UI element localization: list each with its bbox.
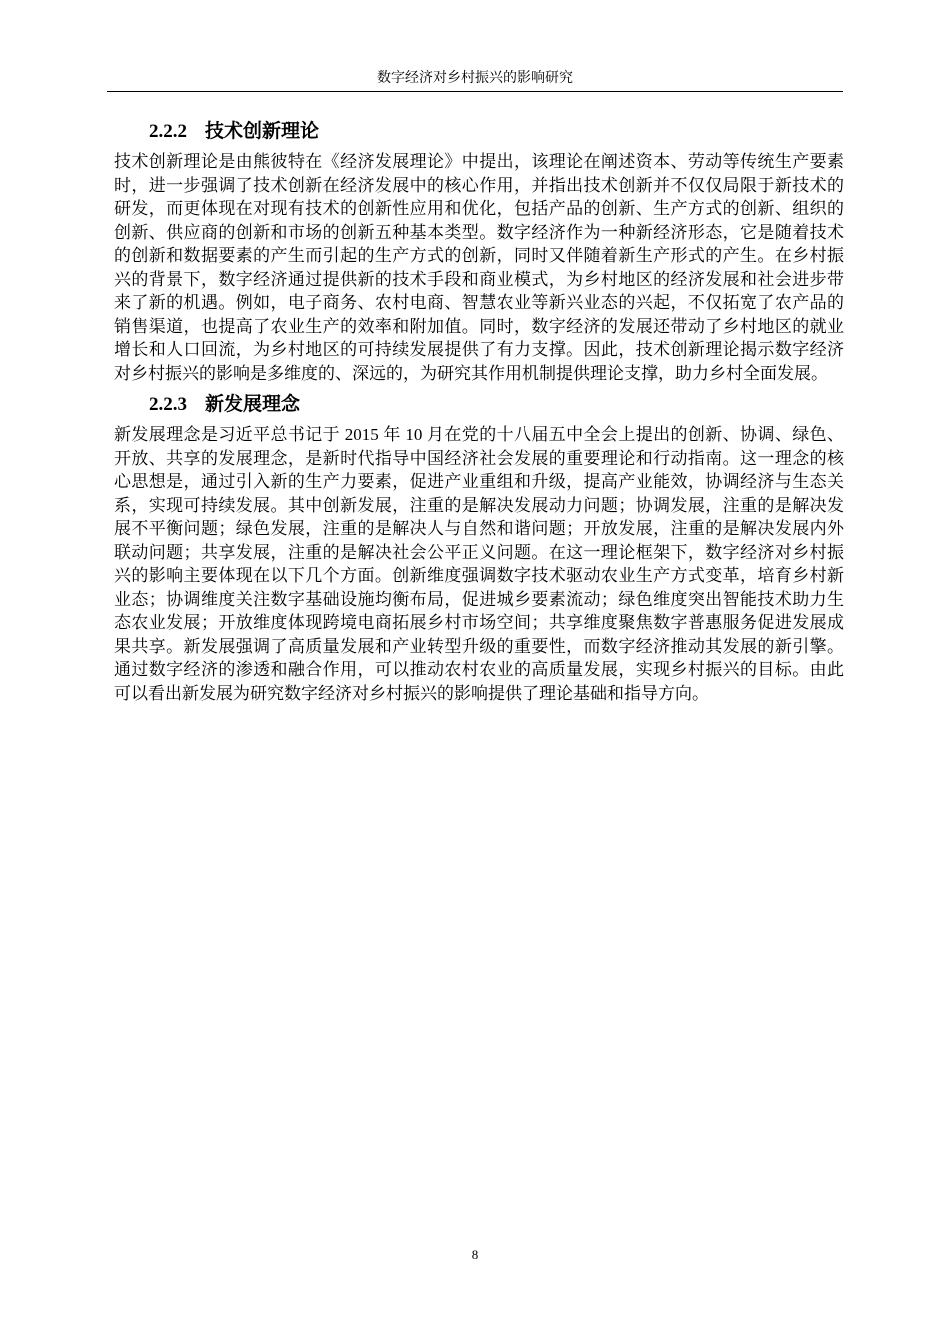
running-header-title: 数字经济对乡村振兴的影响研究 — [377, 71, 573, 86]
section-heading-2-2-2 — [114, 118, 844, 150]
section-heading-2-2-3 — [114, 391, 844, 423]
section-title: 技术创新理论 — [205, 121, 320, 142]
section-title: 新发展理念 — [205, 394, 301, 415]
section-paragraph-technology-innovation: 技术创新理论是由熊彼特在《经济发展理论》中提出，该理论在阐述资本、劳动等传统生产要素时，进一步强调了技术创新在经济发展中的核心作用，并指出技术创新并不仅仅局限于新技术的研发，而更体现在对现有技术的创新性应用和优化，包括产品的创新、生产方式的创新、组织的创新、供应商的创新和市场的创新五种基本类型。数字经济作为一种新经济形态，它是随着技术的创新和数据要素的产生而引起的生产方式的创新，同时又伴随着新生产形式的产生。在乡村振兴的背景下，数字经济通过提供新的技术手段和商业模式，为乡村地区的经济发展和社会进步带来了新的机遇。例如，电子商务、农村电商、智慧农业等新兴业态的兴起，不仅拓宽了农产品的销售渠道，也提高了农业生产的效率和附加值。同时，数字经济的发展还带动了乡村地区的就业增长和人口回流，为乡村地区的可持续发展提供了有力支撑。因此，技术创新理论揭示数字经济对乡村振兴的影响是多维度的、深远的，为研究其作用机制提供理论支撑，助力乡村全面发展。 — [114, 152, 844, 383]
section-number: 2.2.2 — [149, 121, 187, 142]
running-header — [107, 70, 843, 92]
section-paragraph-new-development: 新发展理念是习近平总书记于 2015 年 10 月在党的十八届五中全会上提出的创新、协调、绿色、开放、共享的发展理念，是新时代指导中国经济社会发展的重要理论和行动指南。这一理念的核心思想是，通过引入新的生产力要素，促进产业重组和升级，提高产业能效，协调经济与生态关系，实现可持续发展。其中创新发展，注重的是解决发展动力问题；协调发展，注重的是解决发展不平衡问题；绿色发展，注重的是解决人与自然和谐问题；开放发展，注重的是解决发展内外联动问题；共享发展，注重的是解决社会公平正义问题。在这一理论框架下，数字经济对乡村振兴的影响主要体现在以下几个方面。创新维度强调数字技术驱动农业生产方式变革，培育乡村新业态；协调维度关注数字基础设施均衡布局，促进城乡要素流动；绿色维度突出智能技术助力生态农业发展；开放维度体现跨境电商拓展乡村市场空间；共享维度聚焦数字普惠服务促进发展成果共享。新发展强调了高质量发展和产业转型升级的重要性，而数字经济推动其发展的新引擎。通过数字经济的渗透和融合作用，可以推动农村农业的高质量发展，实现乡村振兴的目标。由此可以看出新发展为研究数字经济对乡村振兴的影响提供了理论基础和指导方向。 — [114, 425, 844, 703]
page-content — [114, 118, 844, 711]
section-number: 2.2.3 — [149, 394, 187, 415]
page-number: 8 — [471, 1247, 479, 1262]
